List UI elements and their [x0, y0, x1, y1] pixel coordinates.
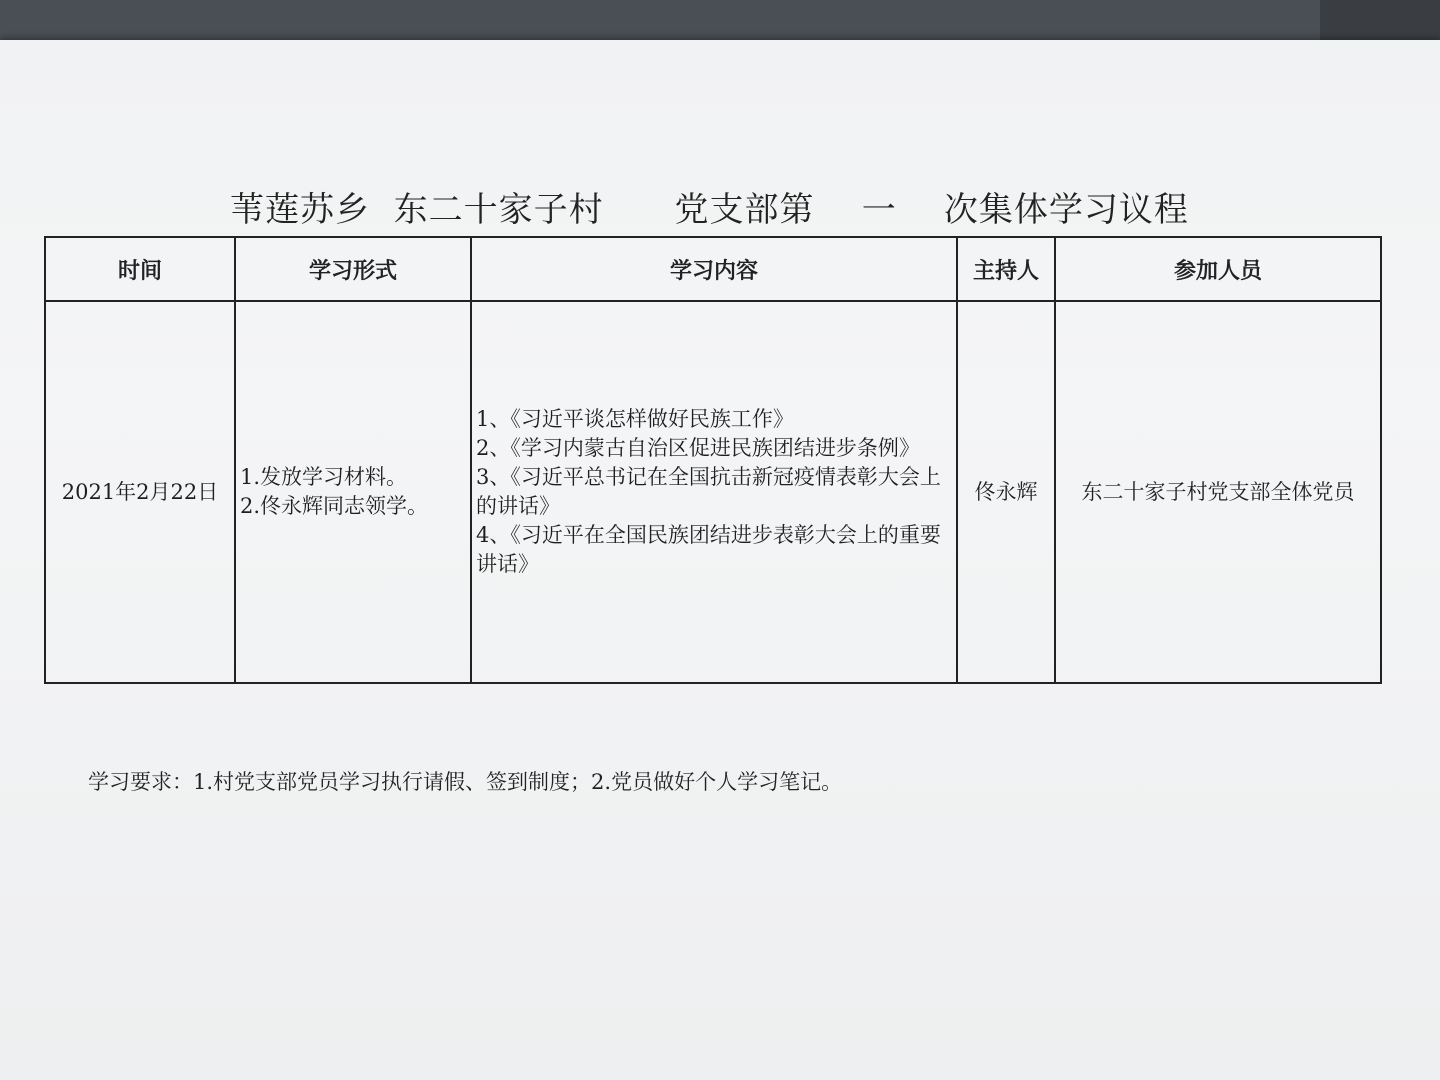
cell-attendees: 东二十家子村党支部全体党员: [1055, 301, 1381, 683]
cell-host: 佟永辉: [957, 301, 1055, 683]
content-item: 4、《习近平在全国民族团结进步表彰大会上的重要讲话》: [476, 523, 941, 576]
header-content: 学习内容: [471, 237, 957, 301]
header-attendees: 参加人员: [1055, 237, 1381, 301]
header-form: 学习形式: [235, 237, 471, 301]
table-row: [45, 301, 1381, 683]
form-item: 1.发放学习材料。: [240, 465, 408, 489]
cell-content: [471, 301, 957, 683]
header-host: 主持人: [957, 237, 1055, 301]
content-item: 2、《学习内蒙古自治区促进民族团结进步条例》: [476, 436, 920, 460]
cell-time: 2021年2月22日: [45, 301, 235, 683]
table-header-row: [45, 237, 1381, 301]
content-item: 1、《习近平谈怎样做好民族工作》: [476, 407, 794, 431]
document-title: 苇莲苏乡 东二十家子村 党支部第 一 次集体学习议程: [230, 190, 1189, 230]
cell-form: [235, 301, 471, 683]
study-requirements: 学习要求：1.村党支部党员学习执行请假、签到制度；2.党员做好个人学习笔记。: [88, 770, 843, 794]
header-time: 时间: [45, 237, 235, 301]
content-item: 3、《习近平总书记在全国抗击新冠疫情表彰大会上的讲话》: [476, 465, 941, 518]
agenda-table: [44, 236, 1382, 684]
form-item: 2.佟永辉同志领学。: [240, 494, 429, 518]
